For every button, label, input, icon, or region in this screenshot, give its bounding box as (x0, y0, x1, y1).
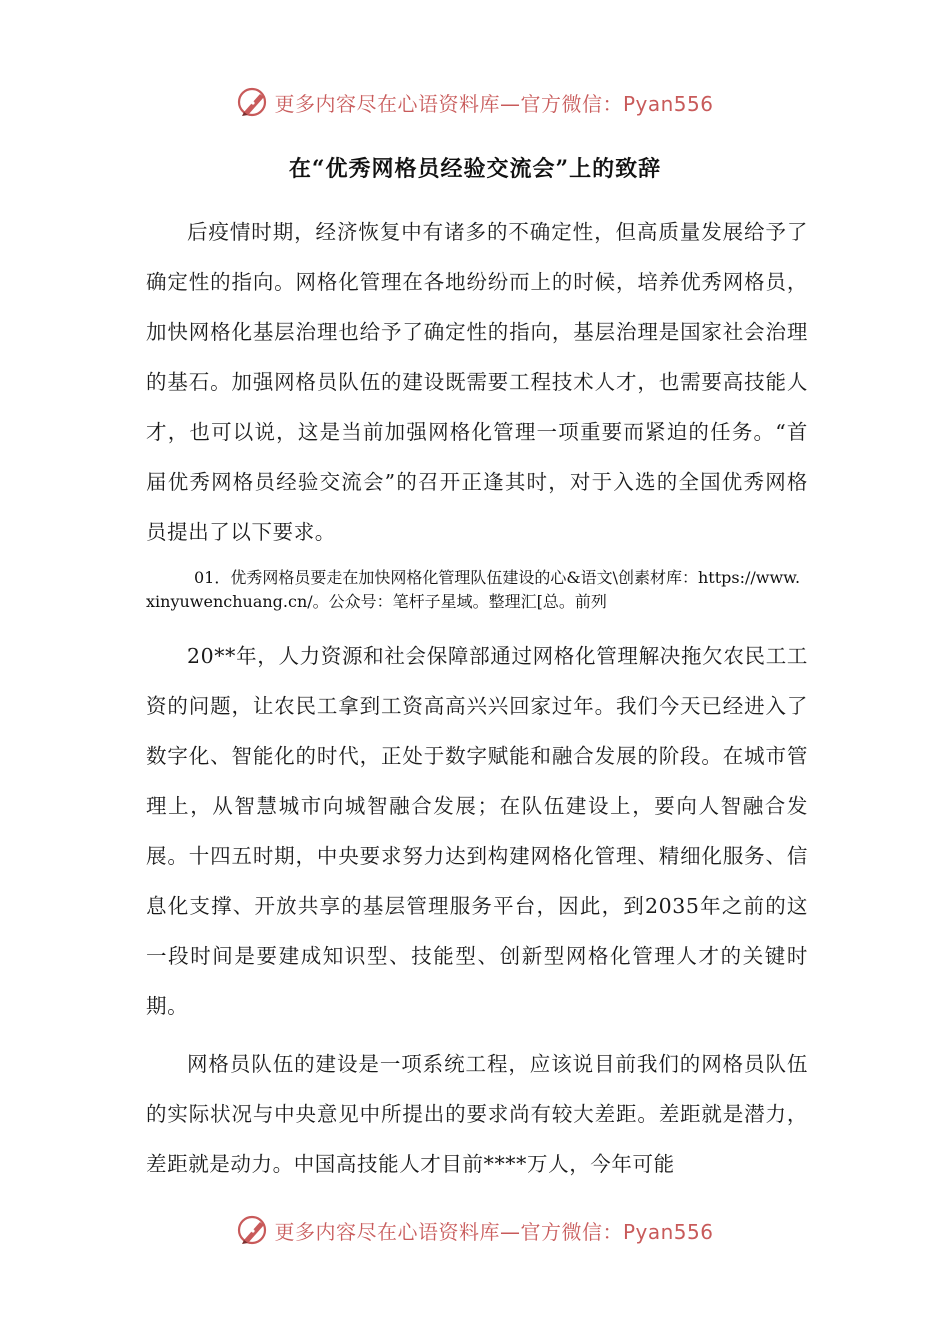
paragraph-intro: 后疫情时期，经济恢复中有诸多的不确定性，但高质量发展给予了确定性的指向。网格化管理在各地纷纷而上的时候，培养优秀网格员，加快网格化基层治理也给予了确定性的指向，基层治理是国家社会治理的基石。加强网格员队伍的建设既需要工程技术人才，也需要高技能人才，也可以说，这是当前加强网格化管理一项重要而紧迫的任务。“首届优秀网格员经验交流会”的召开正逢其时，对于入选的全国优秀网格员提出了以下要求。 (146, 220, 808, 544)
document-title: 在“优秀网格员经验交流会”上的致辞 (288, 156, 662, 182)
banner-text: 更多内容尽在心语资料库—官方微信：Pyan556 (274, 1219, 714, 1244)
footer-banner (0, 1210, 950, 1250)
pen-circle-logo-icon (236, 85, 270, 119)
pen-circle-logo-icon (236, 1213, 270, 1247)
section-heading-01: 01．优秀网格员要走在加快网格化管理队伍建设的心&语文\创素材库：https://www.xinyuwenchuang.cn/。公众号：笔杆子星域。整理汇[总。前列 (146, 568, 801, 611)
header-banner (0, 82, 950, 122)
paragraph-digital-era: 20**年，人力资源和社会保障部通过网格化管理解决拖欠农民工工资的问题，让农民工拿到工资高高兴兴回家过年。我们今天已经进入了数字化、智能化的时代，正处于数字赋能和融合发展的阶段。在城市管理上，从智慧城市向城智融合发展；在队伍建设上，要向人智融合发展。十四五时期，中央要求努力达到构建网格化管理、精细化服务、信息化支撑、开放共享的基层管理服务平台，因此，到2035年之前的这一段时间是要建成知识型、技能型、创新型网格化管理人才的关键时期。 (146, 644, 808, 1018)
banner-text: 更多内容尽在心语资料库—官方微信：Pyan556 (274, 91, 714, 116)
paragraph-team-building: 网格员队伍的建设是一项系统工程，应该说目前我们的网格员队伍的实际状况与中央意见中所提出的要求尚有较大差距。差距就是潜力，差距就是动力。中国高技能人才目前****万人，今年可能 (146, 1052, 808, 1176)
